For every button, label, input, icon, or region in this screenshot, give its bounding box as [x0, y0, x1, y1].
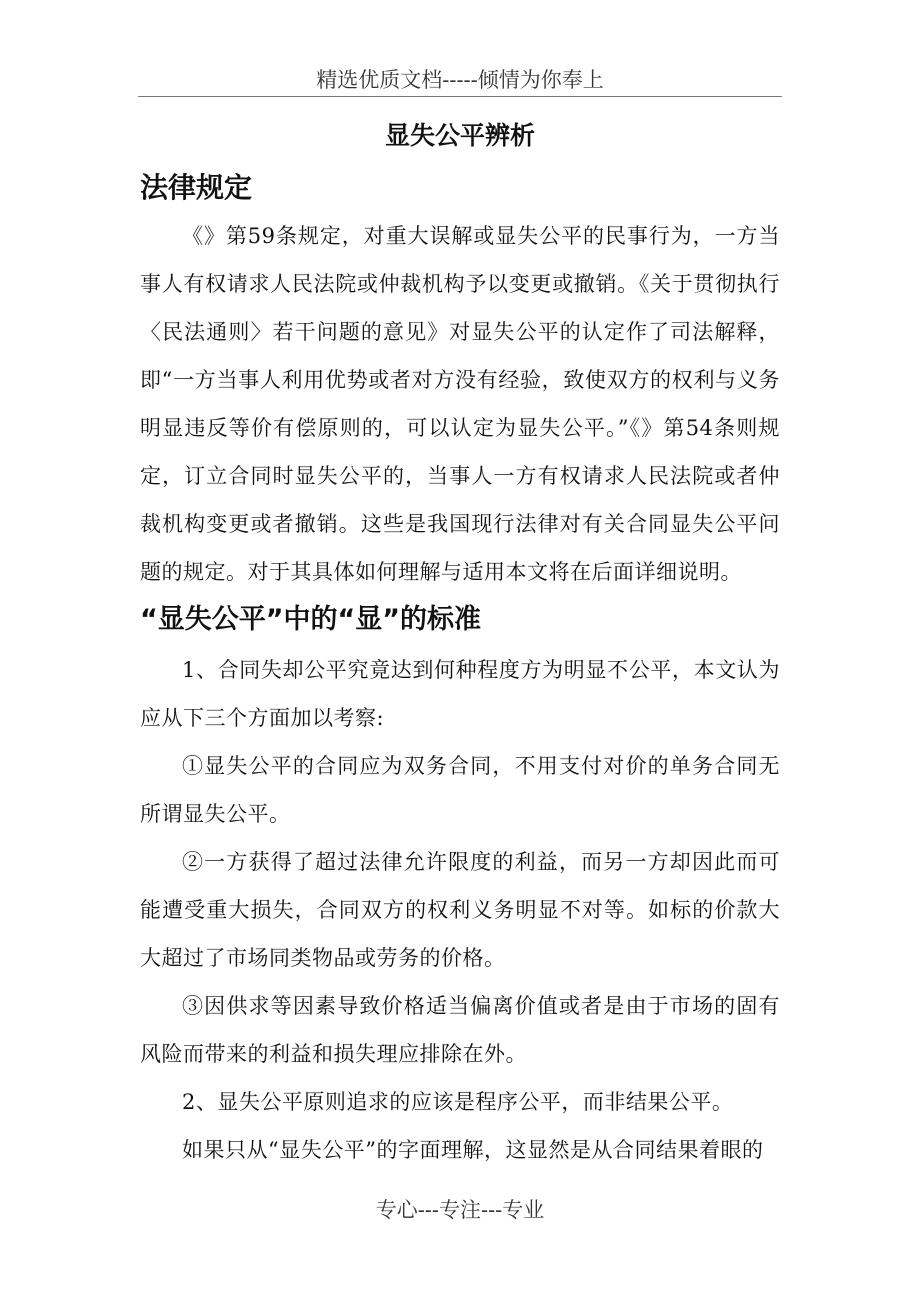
document-title: 显失公平辨析	[384, 121, 535, 150]
header-divider	[138, 96, 782, 97]
section-heading-legal-provisions: 法律规定	[140, 171, 253, 204]
paragraph-item-2: 2、显失公平原则追求的应该是程序公平，而非结果公平。	[182, 1090, 734, 1114]
paragraph-subitem-2: ②一方获得了超过法律允许限度的利益，而另一方却因此而可能遭受重大损失，合同双方的权利义务明显不对等。如标的价款大大超过了市场同类物品或劳务的价格。	[140, 850, 780, 970]
paragraph-subitem-1: ①显失公平的合同应为双务合同，不用支付对价的单务合同无所谓显失公平。	[140, 754, 780, 826]
paragraph-legal-provisions: 《》第59条规定，对重大误解或显失公平的民事行为，一方当事人有权请求人民法院或仲裁机构予以变更或撤销。《关于贯彻执行〈民法通则〉若干问题的意见》对显失公平的认定作了司法解释，即“一方当事人利用优势或者对方没有经验，致使双方的权利与义务明显违反等价有偿原则的，可以认定为显失公平。”《》第54条则规定，订立合同时显失公平的，当事人一方有权请求人民法院或者仲裁机构变更或者撤销。这些是我国现行法律对有关合同显失公平问题的规定。对于其具体如何理解与适用本文将在后面详细说明。	[140, 224, 780, 584]
paragraph-continuation: 如果只从“显失公平”的字面理解，这显然是从合同结果着眼的	[182, 1138, 764, 1162]
paragraph-item-1: 1、合同失却公平究竟达到何种程度方为明显不公平，本文认为应从下三个方面加以考察:	[140, 658, 780, 730]
paragraph-subitem-3: ③因供求等因素导致价格适当偏离价值或者是由于市场的固有风险而带来的利益和损失理应排除在外。	[140, 994, 780, 1066]
page-footer: 专心---专注---专业	[375, 1198, 545, 1222]
page-header: 精选优质文档-----倾情为你奉上	[316, 68, 604, 92]
section-heading-standard: “显失公平”中的“显”的标准	[140, 604, 481, 635]
